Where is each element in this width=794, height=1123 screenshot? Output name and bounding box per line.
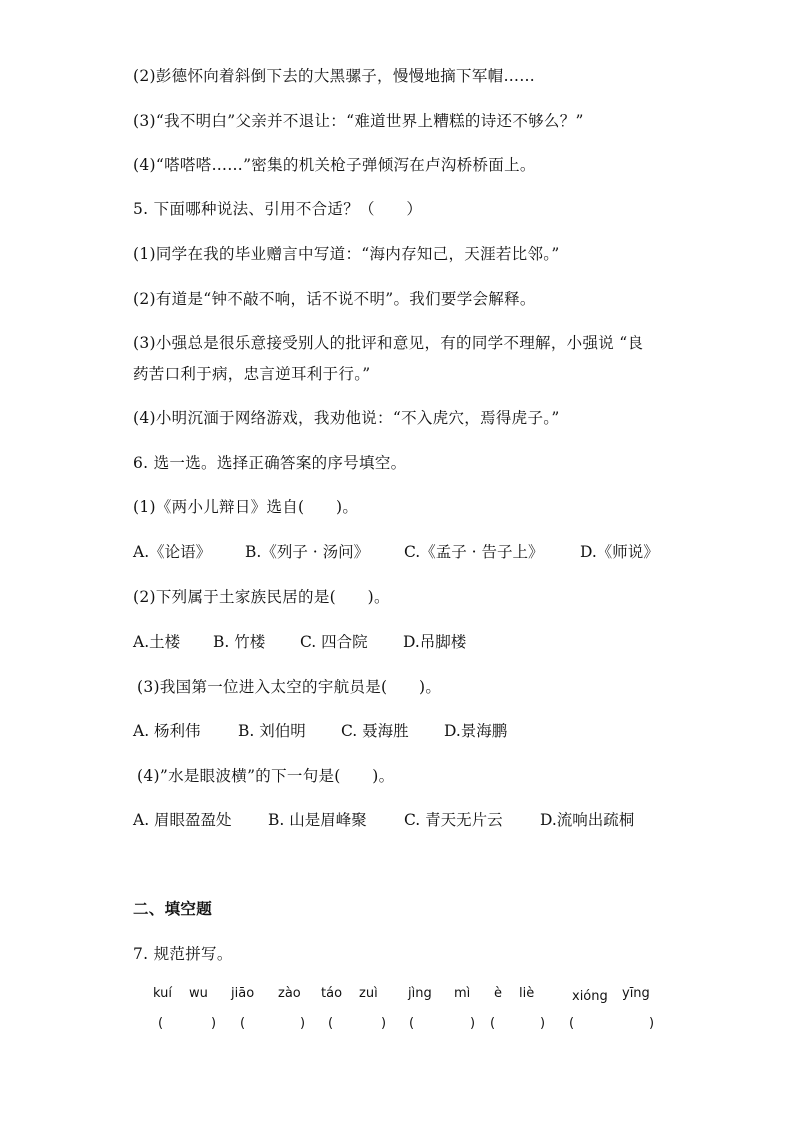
line-q4-3: (3)“我不明白”父亲并不退让：“难道世界上糟糕的诗还不够么？”	[133, 112, 584, 130]
q6-4-stem: (4)”水是眼波横”的下一句是( )。	[137, 767, 395, 785]
q6-4-option-b: B. 山是眉峰聚	[268, 811, 367, 829]
q6-2-stem: (2)下列属于土家族民居的是( )。	[133, 588, 390, 606]
q6-3-option-c: C. 聂海胜	[341, 722, 409, 740]
pinyin-tao: táo	[321, 986, 343, 1001]
line-q5-3: (3)小强总是很乐意接受别人的批评和意见，有的同学不理解，小强说 “良	[133, 334, 644, 352]
pinyin-mi: mì	[454, 986, 471, 1001]
q6-1-option-d: D.《师说》	[580, 543, 659, 561]
q6-2-option-d: D.吊脚楼	[403, 633, 467, 651]
blank-1-close: )	[211, 1016, 217, 1031]
q6-4-option-d: D.流响出疏桐	[540, 811, 635, 829]
blank-5-close: )	[540, 1016, 546, 1031]
pinyin-e: è	[494, 986, 502, 1001]
blank-4-open: (	[409, 1016, 415, 1031]
blank-4-close: )	[470, 1016, 476, 1031]
q6-1-option-b: B.《列子 · 汤问》	[245, 543, 370, 561]
question-7-title: 7. 规范拼写。	[133, 945, 233, 963]
q6-4-option-a: A. 眉眼盈盈处	[133, 811, 232, 829]
line-q4-2: (2)彭德怀向着斜倒下去的大黑骡子，慢慢地摘下军帽……	[133, 67, 536, 85]
section-2-heading: 二、填空题	[133, 900, 213, 918]
pinyin-jiao: jiāo	[231, 986, 255, 1001]
line-q5-4: (4)小明沉湎于网络游戏，我劝他说：“不入虎穴，焉得虎子。”	[133, 409, 560, 427]
pinyin-zui: zuì	[359, 986, 378, 1001]
blank-6-close: )	[649, 1016, 655, 1031]
question-5-title: 5. 下面哪种说法、引用不合适？（ ）	[133, 200, 423, 218]
q6-3-stem: (3)我国第一位进入太空的宇航员是( )。	[137, 678, 442, 696]
q6-1-option-c: C.《孟子 · 告子上》	[404, 543, 544, 561]
pinyin-xiong: xióng	[572, 989, 608, 1004]
question-6-title: 6. 选一选。选择正确答案的序号填空。	[133, 454, 407, 472]
line-q5-3-cont: 药苦口利于病，忠言逆耳利于行。”	[133, 365, 371, 383]
blank-2-close: )	[300, 1016, 306, 1031]
q6-2-option-b: B. 竹楼	[213, 633, 266, 651]
q6-2-option-a: A.土楼	[133, 633, 181, 651]
blank-1-open: (	[158, 1016, 164, 1031]
line-q5-1: (1)同学在我的毕业赠言中写道：“海内存知己，天涯若比邻。”	[133, 245, 560, 263]
q6-2-option-c: C. 四合院	[300, 633, 368, 651]
line-q5-2: (2)有道是“钟不敲不响，话不说不明”。我们要学会解释。	[133, 290, 536, 308]
blank-3-open: (	[328, 1016, 334, 1031]
q6-1-option-a: A.《论语》	[133, 543, 212, 561]
pinyin-lie: liè	[519, 986, 535, 1001]
pinyin-wu: wu	[189, 986, 208, 1001]
pinyin-zao: zào	[278, 986, 301, 1001]
pinyin-jing: jìng	[408, 986, 432, 1001]
q6-3-option-a: A. 杨利伟	[133, 722, 201, 740]
q6-3-option-b: B. 刘伯明	[238, 722, 306, 740]
blank-2-open: (	[240, 1016, 246, 1031]
blank-6-open: (	[569, 1016, 575, 1031]
line-q4-4: (4)“嗒嗒嗒……”密集的机关枪子弹倾泻在卢沟桥桥面上。	[133, 156, 536, 174]
q6-4-option-c: C. 青天无片云	[404, 811, 503, 829]
blank-3-close: )	[381, 1016, 387, 1031]
pinyin-ying: yīng	[622, 986, 650, 1001]
q6-3-option-d: D.景海鹏	[444, 722, 508, 740]
pinyin-kui: kuí	[153, 986, 172, 1001]
q6-1-stem: (1)《两小儿辩日》选自( )。	[133, 498, 359, 516]
blank-5-open: (	[490, 1016, 496, 1031]
